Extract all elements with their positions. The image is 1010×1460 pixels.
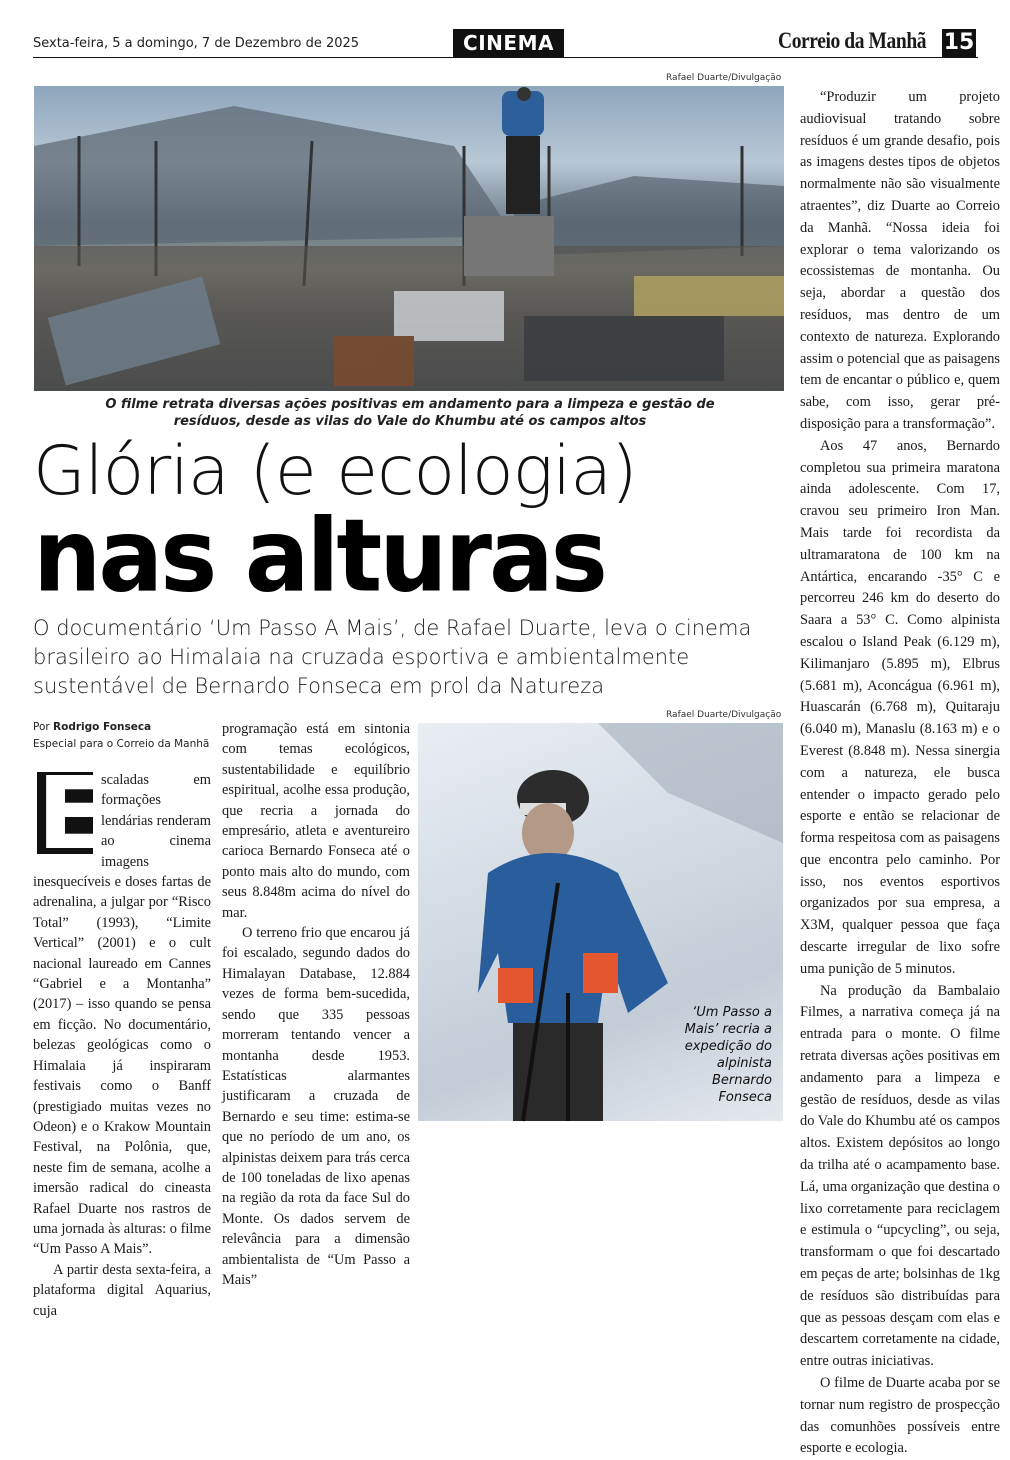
paragraph: O filme de Duarte acaba por se tornar num registro de prospecção das comunhões possíveis entre esporte e ecologia. [800, 1375, 1000, 1457]
byline-role: Especial para o Correio da Manhã [33, 738, 210, 750]
paragraph: A partir desta sexta-feira, a plataforma digital Aquarius, cuja [33, 1261, 211, 1319]
byline-author: Rodrigo Fonseca [53, 721, 152, 733]
deck-subheadline: O documentário ‘Um Passo A Mais’, de Rafael Duarte, leva o cinema brasileiro ao Himalaia na cruzada esportiva e ambientalmente sustentável de Bernardo Fonseca em prol da Natureza [33, 616, 752, 698]
photo-caption: O filme retrata diversas ações positivas em andamento para a limpeza e gestão de resíduos, desde as vilas do Vale do Khumbu até os campos altos [105, 397, 715, 429]
photo-credit: Rafael Duarte/Divulgação [666, 710, 782, 720]
paragraph: O terreno frio que encarou já foi escalado, segundo dados do Himalayan Database, 12.884 vezes de forma bem-sucedida, sendo que 335 pessoas morreram tentando vencer a montanha desde 1953. Estatísticas alarmantes justificaram a cruzada de Bernardo e seu time: estima-se que no período de um ano, os alpinistas deixem para trás cerca de 100 toneladas de lixo apenas na região da rota da face Sul do Monte. Os dados servem de relevância para a dimensão ambientalista de “Um Passo a Mais” [222, 925, 410, 1288]
header-rule [33, 57, 978, 58]
article-column-1 [33, 755, 211, 1321]
section-label: CINEMA [453, 29, 564, 57]
photo-credit: Rafael Duarte/Divulgação [666, 73, 782, 83]
newspaper-logo: Correio da Manhã [778, 28, 927, 53]
drop-cap: E [37, 755, 106, 872]
paragraph: programação está em sintonia com temas ecológicos, sustentabilidade e equilíbrio espiritual, acolhe essa produção, que recria a jornada do empresário, atleta e aventureiro carioca Bernardo Fonseca até o ponto mais alto do mundo, com seus 8.848m acima do nível do mar. [222, 721, 410, 921]
landfill-photo-illustration [34, 86, 784, 391]
paragraph: Na produção da Bambalaio Filmes, a narrativa começa já na entrada para o monte. O filme retrata diversas ações positivas em andamento para a limpeza e gestão de resíduos, desde as vilas do Vale do Khumbu até os campos altos. Existem depósitos ao longo da trilha até o acampamento base. Lá, uma organização que destina o lixo corretamente para reciclagem e estimula o “upcycling”, ou seja, transformam o que foi descartado em peças de arte; bolsinhas de 1kg de resíduos são distribuídas para que as pessoas desçam com elas e descartem corretamente na cidade, entre outras iniciativas. [800, 982, 1000, 1370]
headline-line2: nas alturas [33, 497, 605, 615]
article-column-2 [222, 719, 410, 1290]
byline-prefix: Por [33, 721, 50, 733]
paragraph: “Produzir um projeto audiovisual tratando sobre resíduos é um grande desafio, pois as imagens destes tipos de objetos normalmente não são visualmente atraentes”, diz Duarte ao Correio da Manhã. “Nossa ideia foi explorar o tema valorizando os ecossistemas de montanha. Ou seja, abordar a questão dos resíduos, mas dentro de um contexto de natureza. Explorando assim o potencial que as paisagens tem de encantar o público e, quem sabe, com isso, gerar pré-disposição para a transformação”. [800, 89, 1000, 432]
photo-caption: ‘Um Passo a Mais’ recria a expedição do alpinista Bernardo Fonseca [684, 1005, 772, 1105]
edition-date: Sexta-feira, 5 a domingo, 7 de Dezembro de 2025 [33, 36, 360, 51]
landfill-photo [34, 86, 784, 391]
paragraph: scaladas em formações lendárias renderam ao cinema imagens inesquecíveis e doses fartas de adrenalina, a julgar por “Risco Total” (1993), “Limite Vertical” (2001) e o cult nacional laureado em Cannes “Gabriel e a Montanha” (2017) – isso quando se pensa em ficção. No documentário, belezas geológicas como o Himalaia já inspiraram festivais como o Banff (prestigiado muitas vezes no Odeon) e o Krakow Mountain Festival, na Polônia, que, neste fim de semana, acolhe a imersão radical do cineasta Rafael Duarte nos rastros de uma jornada às alturas: o filme “Um Passo A Mais”. [33, 772, 211, 1258]
headline-line1: Glória (e ecologia) [33, 432, 637, 511]
page-number: 15 [943, 30, 975, 55]
paragraph: Aos 47 anos, Bernardo completou sua primeira maratona ainda adolescente. Com 17, cravou seu primeiro Iron Man. Mais tarde foi recordista da ultramaratona de 100 km na Antártica, encarando -35° C e percorreu 246 km do deserto do Saara a 53° C. Como alpinista escalou o Island Peak (6.129 m), Kilimanjaro (5.895 m), Elbrus (5.681 m), Aconcágua (6.961 m), Huascarán (6.768 m), Quitaraju (6.040 m), Manaslu (8.163 m) e o Everest (8.848 m). Nessa sinergia com a natureza, ele busca entender o impacto gerado pelo esporte e então se relacionar de forma respeitosa com as paisagens que encontra pelo caminho. Por isso, nos eventos esportivos organizados por sua empresa, a X3M, qualquer pessoa que faça descarte irregular de lixo sofre uma punição de 5 minutos. [800, 437, 1000, 977]
article-column-3 [800, 87, 1000, 1460]
byline [33, 719, 209, 753]
